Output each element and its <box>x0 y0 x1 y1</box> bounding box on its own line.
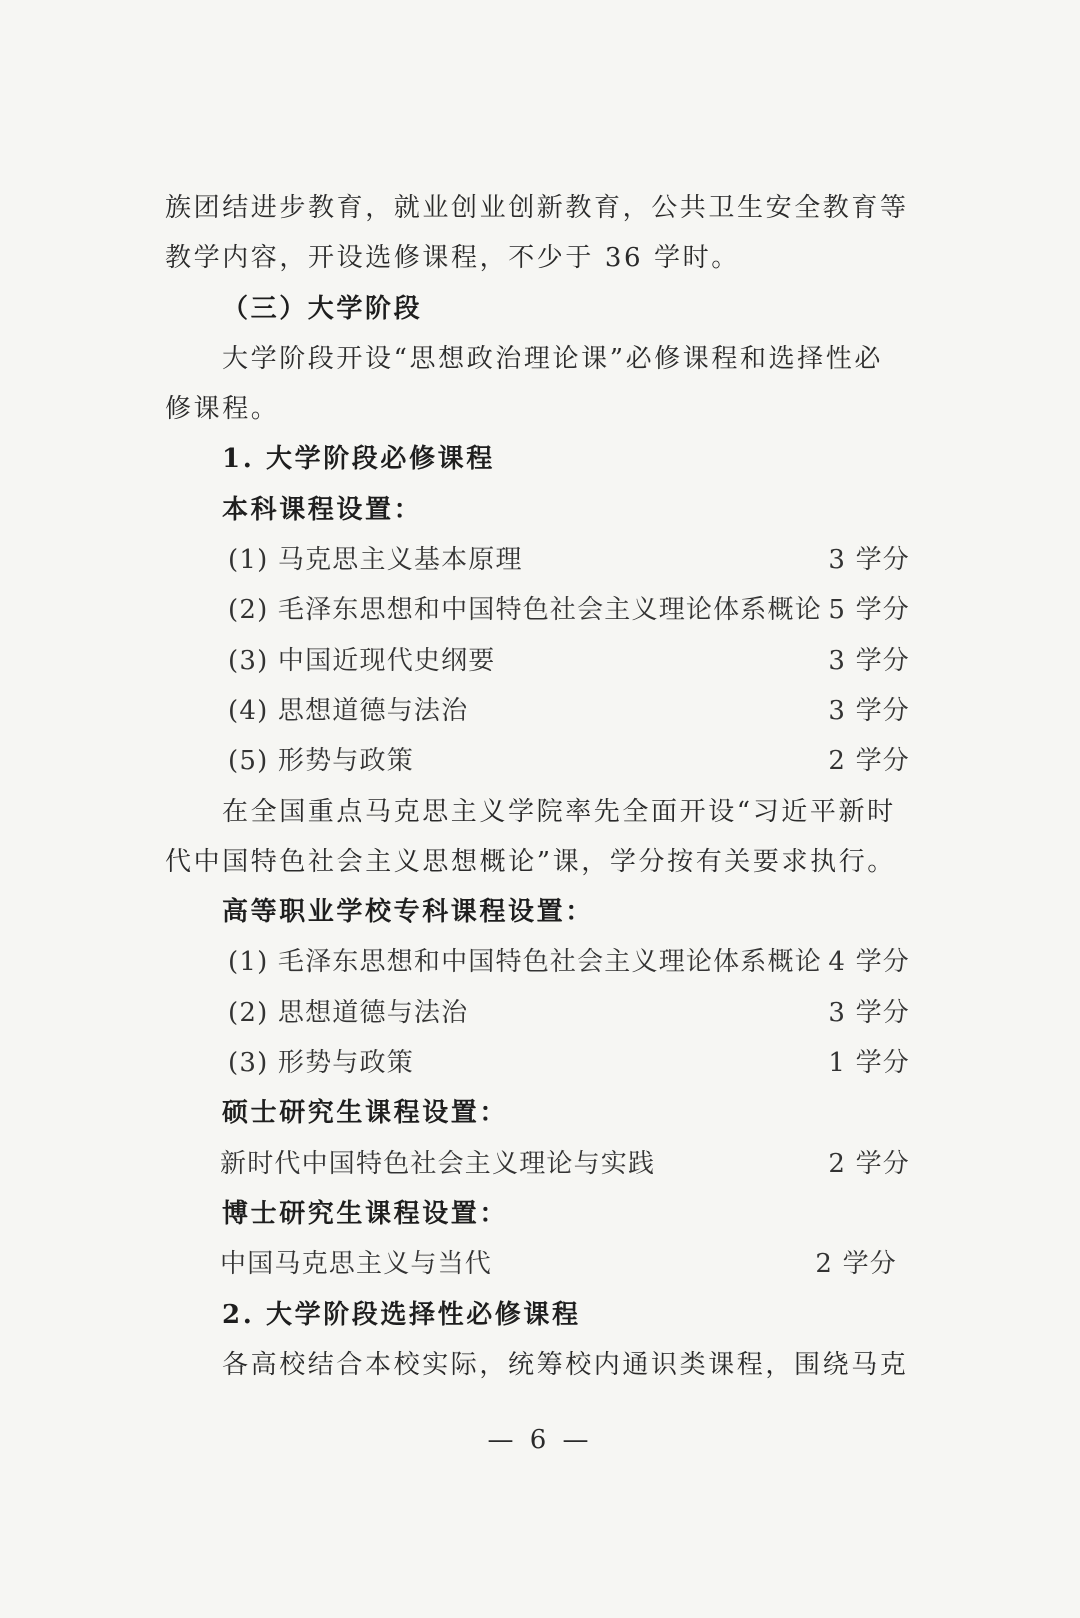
master-heading: 硕士研究生课程设置： <box>222 1098 509 1129</box>
course-name: (1) 马克思主义基本原理 <box>228 545 523 576</box>
course-credits: 1 学分 <box>828 1048 910 1079</box>
course-name: (3) 中国近现代史纲要 <box>228 645 496 676</box>
document-body <box>165 183 915 1390</box>
course-name: (1) 毛泽东思想和中国特色社会主义理论体系概论 <box>228 947 822 978</box>
course-credits: 5 学分 <box>828 595 910 626</box>
paragraph-line: 修课程。 <box>165 394 280 425</box>
page-number: — 6 — <box>487 1425 593 1455</box>
paragraph-line: 各高校结合本校实际，统筹校内通识类课程，围绕马克 <box>222 1349 909 1380</box>
course-row <box>165 1038 915 1088</box>
course-row <box>165 1239 915 1289</box>
course-name: (4) 思想道德与法治 <box>228 695 469 726</box>
course-row <box>165 636 915 686</box>
course-name: (2) 思想道德与法治 <box>228 997 469 1028</box>
course-name: 新时代中国特色社会主义理论与实践 <box>220 1148 656 1179</box>
course-name: 中国马克思主义与当代 <box>220 1249 493 1280</box>
course-credits: 3 学分 <box>828 997 910 1028</box>
course-row <box>165 937 915 987</box>
course-row <box>165 686 915 736</box>
course-row <box>165 988 915 1038</box>
course-row <box>165 585 915 635</box>
paragraph-line: 在全国重点马克思主义学院率先全面开设“习近平新时 <box>222 796 896 827</box>
section-heading: （三）大学阶段 <box>222 293 423 324</box>
course-row <box>165 736 915 786</box>
course-row <box>165 535 915 585</box>
subsection-heading: 1. 大学阶段必修课程 <box>222 444 495 475</box>
course-credits: 2 学分 <box>828 1148 910 1179</box>
paragraph-line: 教学内容，开设选修课程，不少于 36 学时。 <box>165 243 740 274</box>
course-credits: 3 学分 <box>828 695 910 726</box>
course-credits: 2 学分 <box>828 746 910 777</box>
course-row <box>165 1139 915 1189</box>
course-credits: 4 学分 <box>828 947 910 978</box>
vocational-heading: 高等职业学校专科课程设置： <box>222 897 594 928</box>
paragraph-line: 大学阶段开设“思想政治理论课”必修课程和选择性必 <box>222 343 883 374</box>
course-credits: 2 学分 <box>815 1249 897 1280</box>
course-name: (5) 形势与政策 <box>228 746 414 777</box>
course-credits: 3 学分 <box>828 545 910 576</box>
paragraph-line: 族团结进步教育，就业创业创新教育，公共卫生安全教育等 <box>165 193 909 223</box>
course-credits: 3 学分 <box>828 645 910 676</box>
undergrad-heading: 本科课程设置： <box>222 494 423 525</box>
paragraph-line: 代中国特色社会主义思想概论”课，学分按有关要求执行。 <box>165 846 896 877</box>
doctoral-heading: 博士研究生课程设置： <box>222 1198 509 1229</box>
subsection-heading: 2. 大学阶段选择性必修课程 <box>222 1299 581 1330</box>
course-name: (2) 毛泽东思想和中国特色社会主义理论体系概论 <box>228 595 822 626</box>
course-name: (3) 形势与政策 <box>228 1048 414 1079</box>
